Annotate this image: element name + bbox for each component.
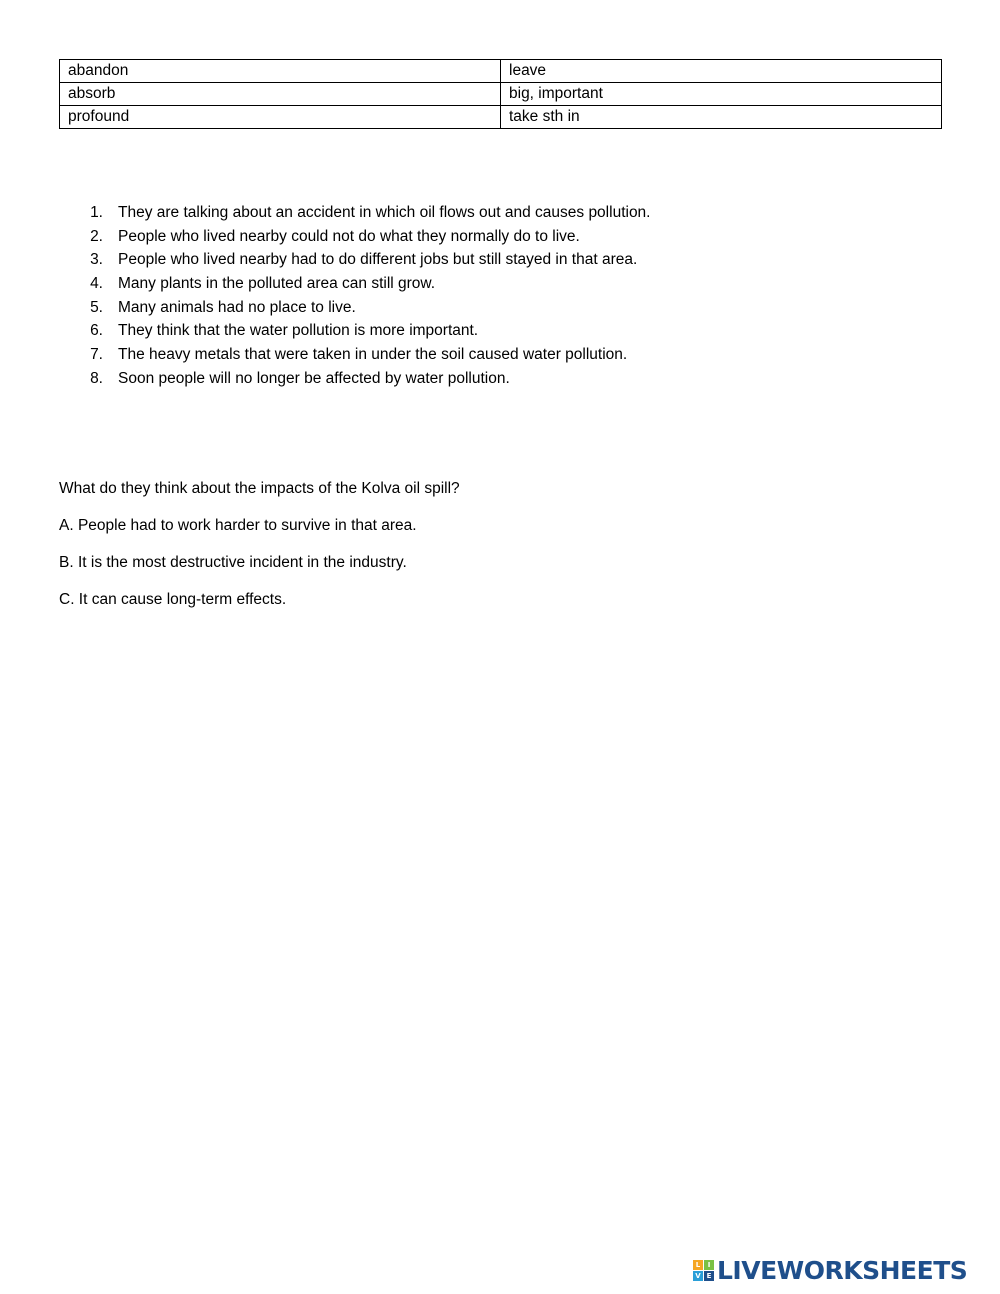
statement-text: They think that the water pollution is more important. (118, 322, 479, 340)
statement-list (59, 201, 651, 391)
vocab-meaning: big, important (501, 83, 942, 106)
vocab-meaning: take sth in (501, 106, 942, 129)
list-number: 2. (90, 227, 103, 245)
list-item (59, 248, 651, 272)
list-item (59, 319, 651, 343)
statement-text: Soon people will no longer be affected by water pollution. (118, 369, 510, 387)
list-item (59, 225, 651, 249)
list-number: 6. (90, 322, 103, 340)
list-number: 1. (90, 204, 103, 221)
statement-text: They are talking about an accident in which oil flows out and causes pollution. (118, 204, 651, 221)
question-prompt: What do they think about the impacts of the Kolva oil spill? (59, 480, 460, 497)
answer-option-b: B. It is the most destructive incident in the industry. (59, 554, 407, 571)
logo-mark-cell: V (693, 1271, 703, 1281)
list-item (59, 367, 651, 391)
table-row (60, 106, 942, 129)
logo-text: LIVEWORKSHEETS (717, 1255, 968, 1285)
list-number: 3. (90, 251, 103, 269)
statement-text: People who lived nearby had to do different jobs but still stayed in that area. (118, 251, 638, 269)
question-block (59, 478, 460, 626)
list-item (59, 201, 651, 225)
logo-mark-cell: I (704, 1260, 714, 1270)
statement-text: Many plants in the polluted area can still grow. (118, 275, 436, 293)
logo-mark-cell: L (693, 1260, 703, 1270)
list-number: 7. (90, 346, 103, 364)
table-row (60, 83, 942, 106)
logo-mark-icon (693, 1260, 714, 1281)
vocab-meaning: leave (501, 60, 942, 83)
answer-option-a: A. People had to work harder to survive in that area. (59, 517, 417, 534)
vocab-word: absorb (60, 83, 501, 106)
liveworksheets-logo (693, 1254, 967, 1286)
list-number: 8. (90, 369, 103, 387)
list-number: 5. (90, 298, 103, 316)
list-item (59, 272, 651, 296)
list-item (59, 296, 651, 320)
list-item (59, 343, 651, 367)
vocab-word: abandon (60, 60, 501, 83)
statement-text: People who lived nearby could not do what they normally do to live. (118, 227, 580, 245)
vocabulary-table (59, 59, 942, 129)
logo-mark-cell: E (704, 1271, 714, 1281)
statement-text: The heavy metals that were taken in under the soil caused water pollution. (118, 346, 628, 364)
answer-option-c: C. It can cause long-term effects. (59, 591, 287, 608)
vocab-word: profound (60, 106, 501, 129)
statement-text: Many animals had no place to live. (118, 298, 356, 316)
table-row (60, 60, 942, 83)
list-number: 4. (90, 275, 103, 293)
